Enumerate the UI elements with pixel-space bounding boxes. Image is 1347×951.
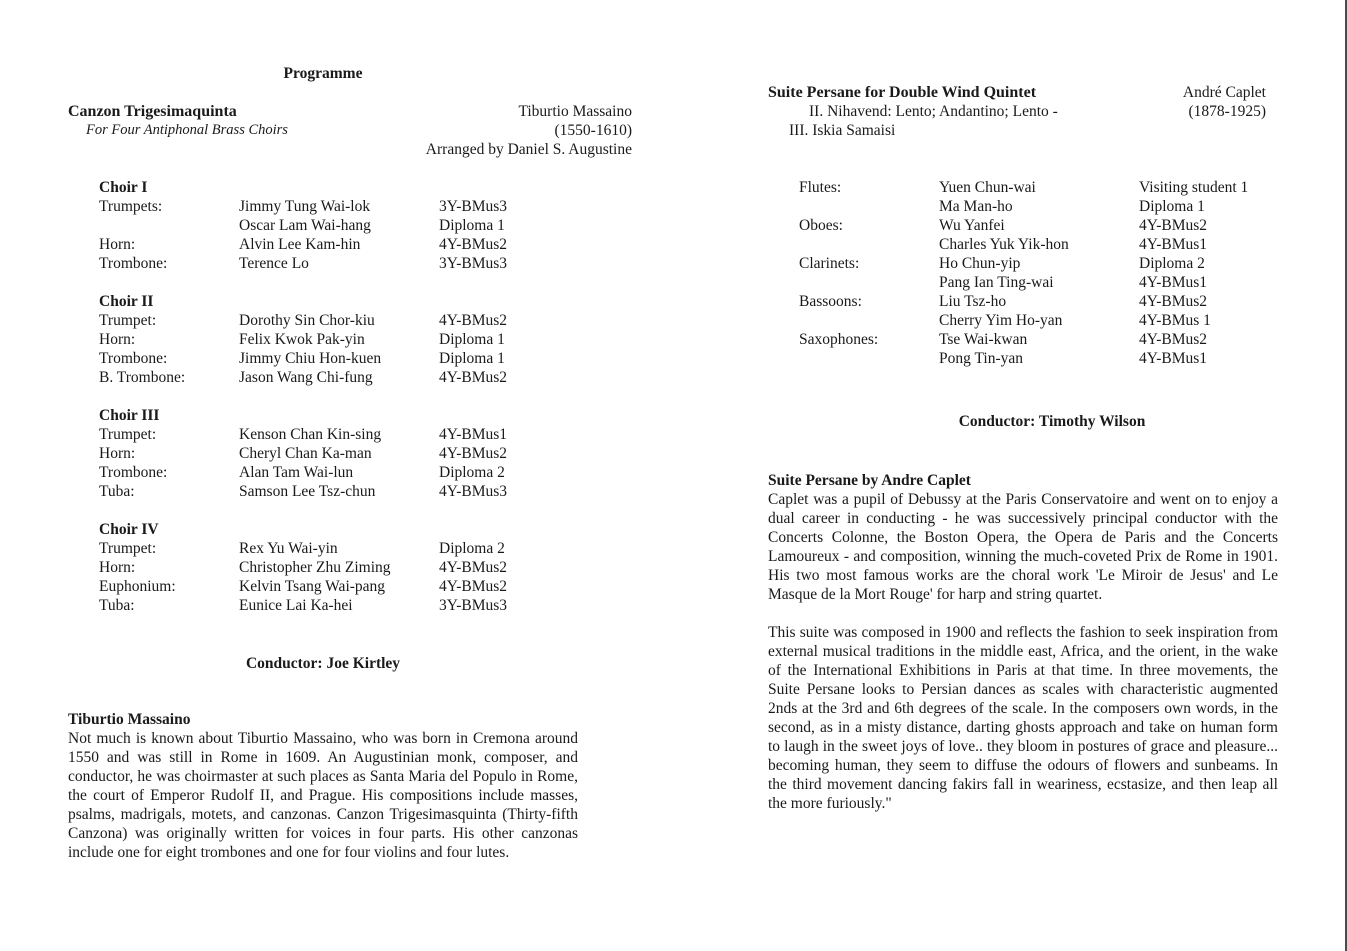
player: Wu Yanfei [939,217,1005,234]
composer-note [68,710,578,862]
choir-2-roster [99,292,539,387]
roster-row [99,311,539,330]
player: Kenson Chan Kin-sing [239,426,382,443]
roster-row [99,425,539,444]
year: Diploma 1 [439,217,505,234]
player: Felix Kwok Pak-yin [239,331,365,348]
instrument: Bassoons: [799,293,862,310]
player: Jimmy Chiu Hon-kuen [239,350,382,367]
year: Diploma 2 [439,540,505,557]
instrument: Horn: [99,445,136,462]
player: Tse Wai-kwan [939,331,1028,348]
choir-heading: Choir IV [99,521,159,538]
year: 4Y-BMus1 [439,426,508,443]
roster-row [99,539,539,558]
programme-heading: Programme [283,65,363,82]
player: Ma Man-ho [939,198,1013,215]
instrument: Horn: [99,236,136,253]
instrument: Flutes: [799,179,842,196]
year: 4Y-BMus3 [439,483,508,500]
roster-row [99,349,539,368]
instrument: Oboes: [799,217,843,234]
year: 4Y-BMus2 [439,578,508,595]
movement-3: III. Iskia Samaisi [789,122,896,139]
player: Dorothy Sin Chor-kiu [239,312,375,329]
instrument: Trumpet: [99,540,157,557]
instrument: B. Trombone: [99,369,186,386]
instrument: Horn: [99,559,136,576]
composer-dates: (1878-1925) [1188,103,1266,120]
roster-row [99,235,539,254]
roster-row [799,216,1269,235]
roster-row [799,330,1269,349]
roster-row [99,577,539,596]
instrument: Trumpet: [99,426,157,443]
year: 4Y-BMus2 [439,236,508,253]
roster-row [99,216,539,235]
instrument: Trombone: [99,255,168,272]
player: Rex Yu Wai-yin [239,540,338,557]
year: Diploma 1 [439,331,505,348]
instrument: Tuba: [99,483,135,500]
player: Alvin Lee Kam-hin [239,236,361,253]
player: Jimmy Tung Wai-lok [239,198,371,215]
roster-row [99,330,539,349]
note-title: Suite Persane by Andre Caplet [768,472,971,489]
instrument: Tuba: [99,597,135,614]
composer-dates: (1550-1610) [554,122,632,139]
year: Visiting student 1 [1139,179,1249,196]
player: Cherry Yim Ho-yan [939,312,1063,329]
roster-row [799,235,1269,254]
roster-row [99,368,539,387]
wind-quintet-roster [799,178,1269,368]
player: Jason Wang Chi-fung [239,369,373,386]
conductor-credit: Conductor: Joe Kirtley [245,655,401,672]
year: Diploma 2 [1139,255,1205,272]
year: 4Y-BMus2 [1139,331,1208,348]
year: 4Y-BMus2 [439,312,508,329]
instrument: Euphonium: [99,578,176,595]
roster-row [99,254,539,273]
player: Pong Tin-yan [939,350,1023,367]
player: Yuen Chun-wai [939,179,1036,196]
player: Samson Lee Tsz-chun [239,483,376,500]
note-paragraph-2: This suite was composed in 1900 and reflects the fashion to seek inspiration from external musical traditions in the middle east, Africa, and the orient, in the wake of the International Exhibitions in Paris at that time. In three movements, the Suite Persane looks to Persian dances as scales with characteristic augmented 2nds at the 3rd and 6th degrees of the scale. In the composers own words, in the second, as in a misty distance, darting ghosts approach and take on human form to laugh in the sweet joys of love.. they bloom in postures of grace and pleasure... becoming human, they seem to diffuse the odours of flowers and sunbeams. In the third movement dancing fakirs fall in weariness, ecstasize, and then leap all the more furiously." [768,624,1278,812]
choir-1-roster [99,178,539,273]
player: Cheryl Chan Ka-man [239,445,372,462]
choir-4-roster [99,520,539,615]
year: 3Y-BMus3 [439,597,508,614]
composer-name: Tiburtio Massaino [518,103,632,120]
instrument: Trumpet: [99,312,157,329]
roster-row [99,596,539,615]
composer-name: André Caplet [1182,84,1266,101]
roster-row [99,463,539,482]
instrument: Trombone: [99,350,168,367]
note-body: Not much is known about Tiburtio Massaino, who was born in Cremona around 1550 and was still in Rome in 1609. An Augustinian monk, composer, and conductor, he was choirmaster at such places as Santa Maria del Populo in Rome, the court of Emperor Rudolf II, and Prague. His compositions include masses, psalms, madrigals, motets, and canzonas. Canzon Trigesimasquinta (Thirty-fifth Canzona) was originally written for voices in four parts. His other canzonas include one for eight trombones and one for four violins and four lutes. [68,730,578,861]
roster-row [799,292,1269,311]
year: Diploma 2 [439,464,505,481]
instrument: Saxophones: [799,331,879,348]
roster-row [799,197,1269,216]
year: 4Y-BMus2 [1139,217,1208,234]
player: Oscar Lam Wai-hang [239,217,371,234]
player: Ho Chun-yip [939,255,1021,272]
choir-heading: Choir III [99,407,160,424]
instrument: Horn: [99,331,136,348]
year: 4Y-BMus2 [439,559,508,576]
player: Christopher Zhu Ziming [239,559,391,576]
note-paragraph-1: Caplet was a pupil of Debussy at the Paris Conservatoire and went on to enjoy a dual career in conducting - he was successively principal conductor with the Concerts Colonne, the Boston Opera, the Opera de Paris and the Concerts Lamoureux - and composition, winning the much-coveted Prix de Rome in 1901. His two most famous works are the choral work 'Le Miroir de Jesus' and Le Masque de la Mort Rouge' for harp and string quartet. [768,491,1278,603]
player: Charles Yuk Yik-hon [939,236,1069,253]
note-title: Tiburtio Massaino [68,711,191,728]
player: Eunice Lai Ka-hei [239,597,353,614]
instrument: Trumpets: [99,198,163,215]
work-title: Suite Persane for Double Wind Quintet [768,84,1037,101]
year: 4Y-BMus 1 [1139,312,1211,329]
instrument: Trombone: [99,464,168,481]
year: 4Y-BMus1 [1139,236,1208,253]
composer-note [768,471,1278,604]
roster-row [799,178,1269,197]
conductor-credit: Conductor: Timothy Wilson [958,413,1146,430]
movement-2: II. Nihavend: Lento; Andantino; Lento - [809,103,1058,120]
player: Liu Tsz-ho [939,293,1007,310]
roster-row [99,558,539,577]
work-subtitle: For Four Antiphonal Brass Choirs [86,122,288,138]
player: Pang Ian Ting-wai [939,274,1054,291]
roster-row [99,197,539,216]
instrument: Clarinets: [799,255,860,272]
roster-row [799,349,1269,368]
year: 4Y-BMus2 [439,445,508,462]
year: 4Y-BMus1 [1139,350,1208,367]
year: 3Y-BMus3 [439,255,508,272]
work-title: Canzon Trigesimaquinta [68,103,237,120]
choir-heading: Choir II [99,293,154,310]
year: 4Y-BMus2 [1139,293,1208,310]
year: Diploma 1 [1139,198,1205,215]
roster-row [799,273,1269,292]
player: Alan Tam Wai-lun [239,464,354,481]
year: Diploma 1 [439,350,505,367]
choir-3-roster [99,406,539,501]
roster-row [799,254,1269,273]
choir-heading: Choir I [99,179,148,196]
player: Kelvin Tsang Wai-pang [239,578,386,595]
year: 4Y-BMus2 [439,369,508,386]
roster-row [99,482,539,501]
roster-row [799,311,1269,330]
year: 3Y-BMus3 [439,198,508,215]
composer-note-continued [768,623,1278,813]
roster-row [99,444,539,463]
arranger: Arranged by Daniel S. Augustine [425,141,632,158]
year: 4Y-BMus1 [1139,274,1208,291]
player: Terence Lo [239,255,309,272]
